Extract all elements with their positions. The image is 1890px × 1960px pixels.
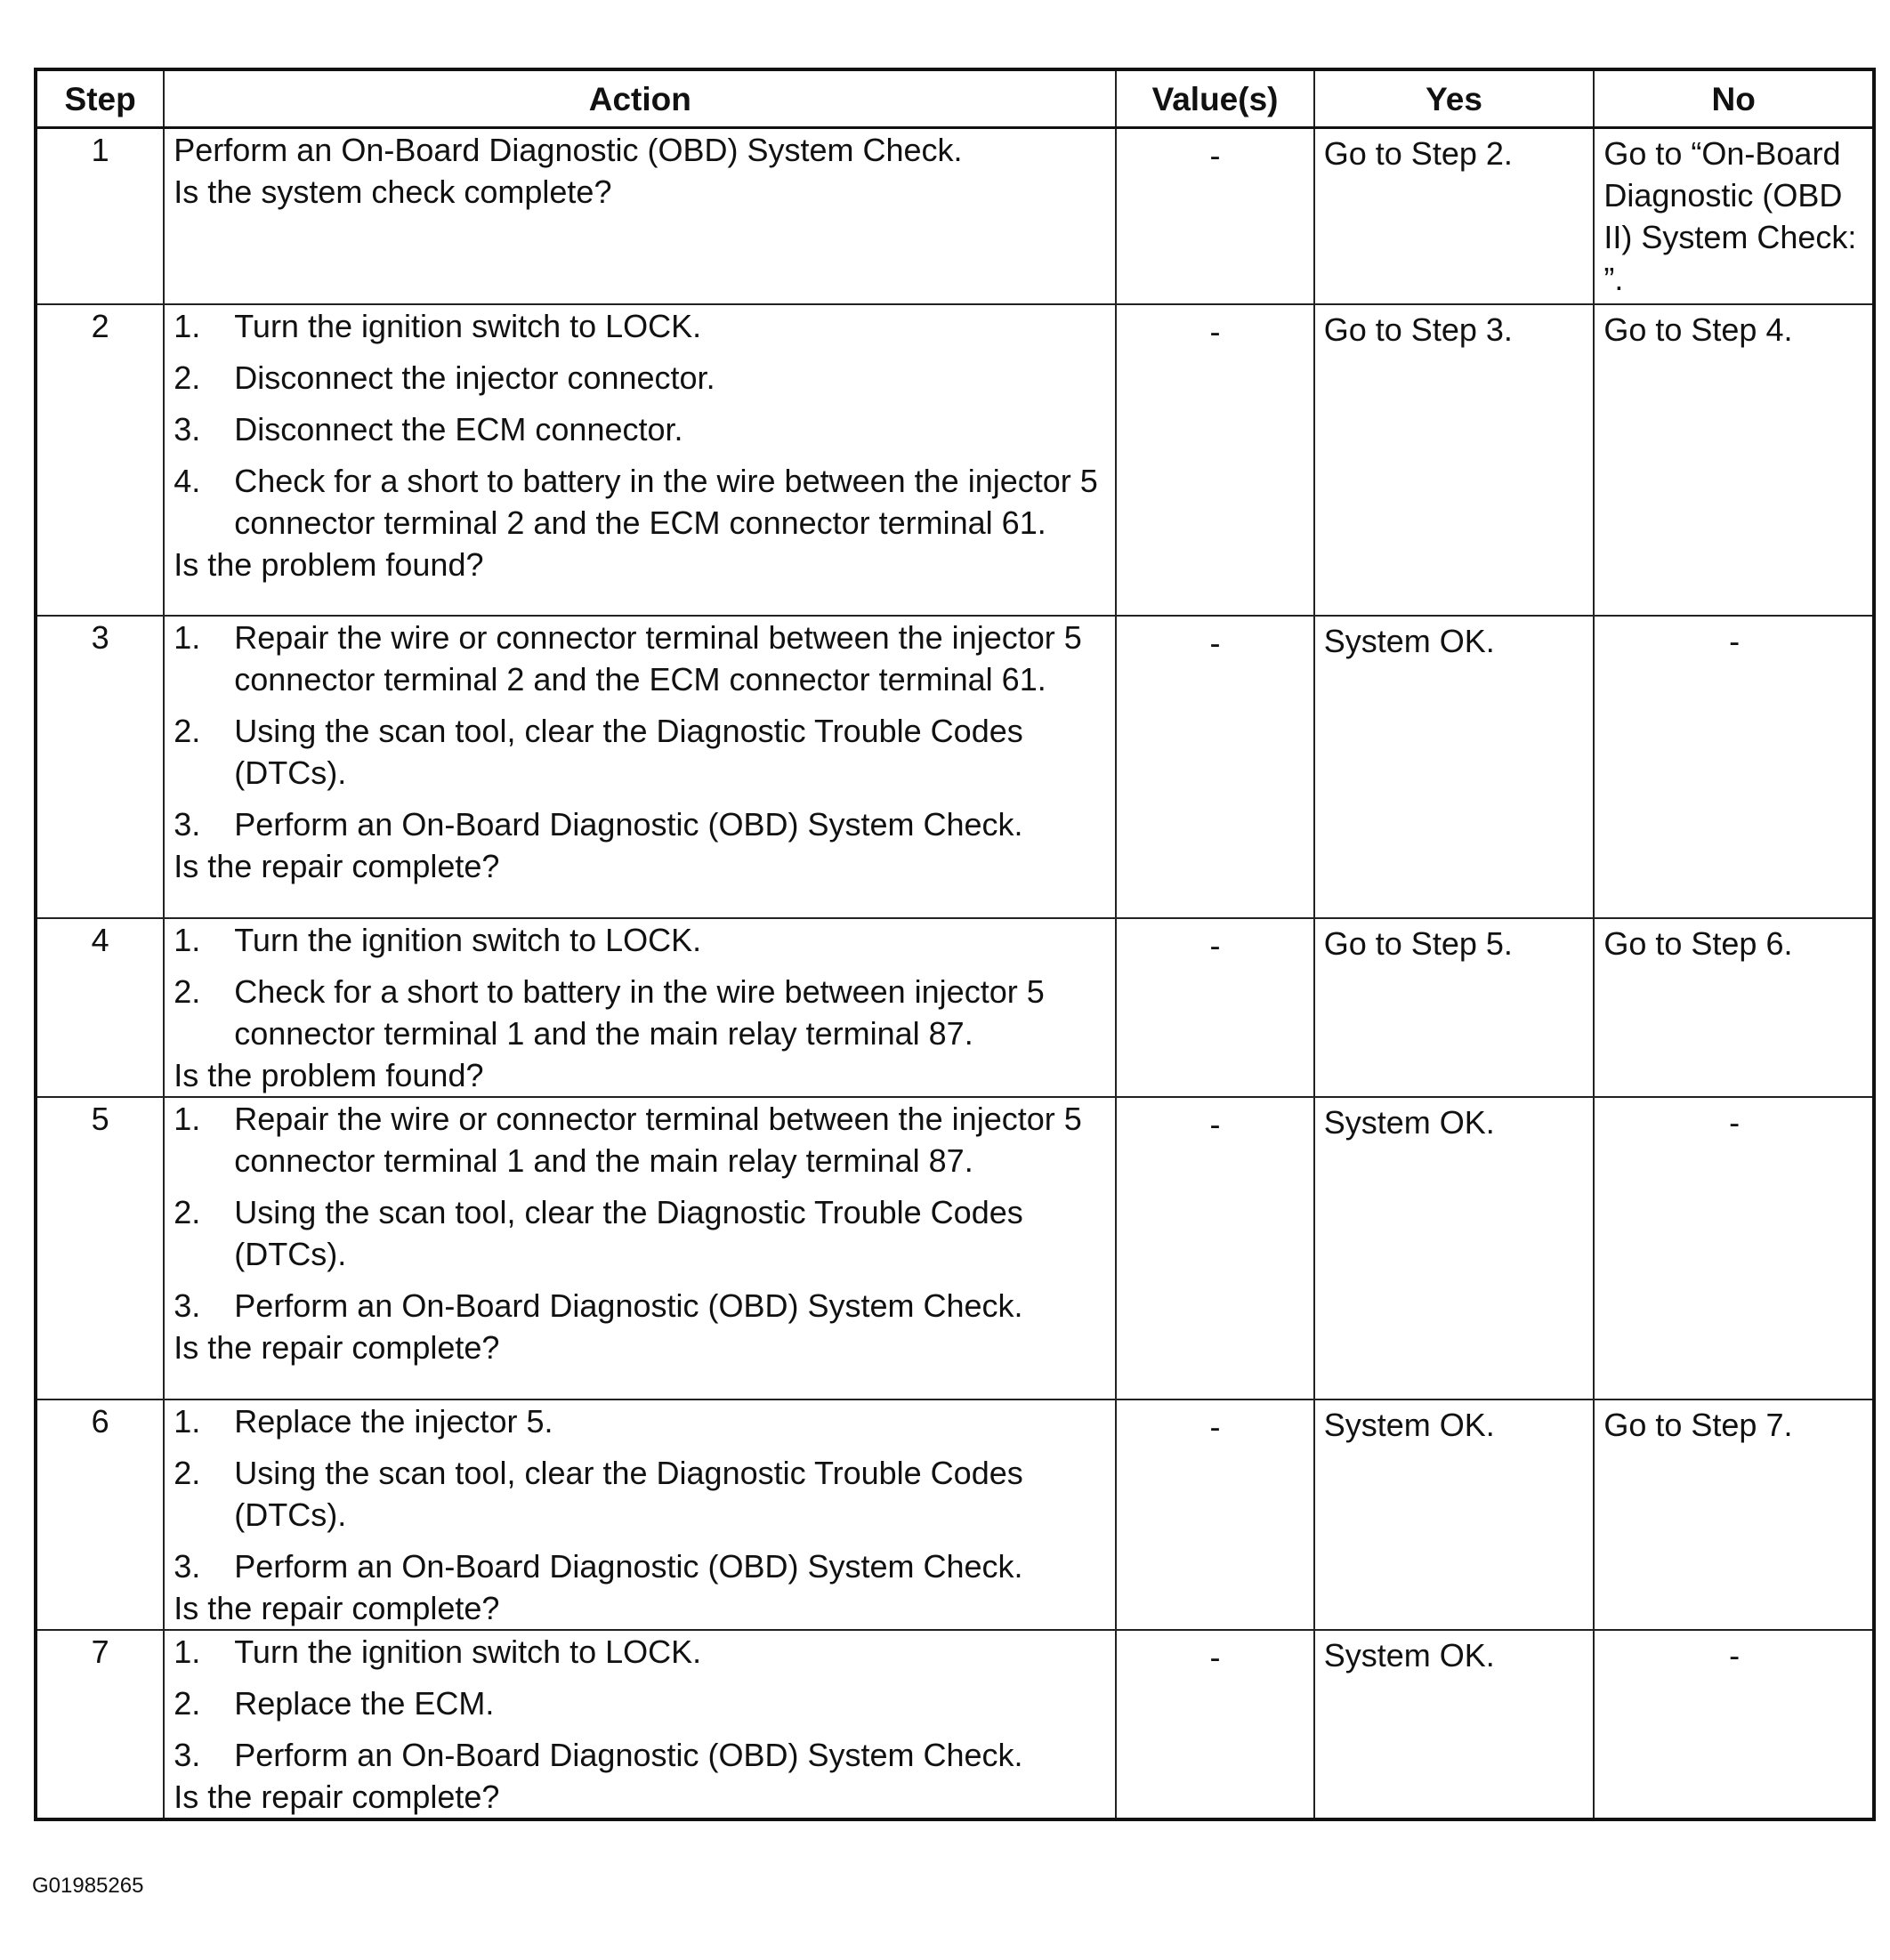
list-item-text: Disconnect the injector connector. — [234, 359, 715, 396]
action-list — [174, 1631, 1106, 1776]
list-item — [174, 1191, 1106, 1275]
list-item-number: 2. — [174, 973, 201, 1010]
list-item — [174, 710, 1106, 794]
table-row — [36, 616, 1874, 918]
list-item — [174, 919, 1106, 961]
action-list — [174, 1400, 1106, 1587]
list-item-number: 2. — [174, 359, 201, 396]
yes-cell: Go to Step 5. — [1314, 918, 1595, 1097]
action-cell — [164, 1097, 1116, 1399]
value-cell: - — [1116, 304, 1313, 616]
header-yes: Yes — [1314, 69, 1595, 128]
value-cell: - — [1116, 1630, 1313, 1819]
header-action: Action — [164, 69, 1116, 128]
header-step: Step — [36, 69, 164, 128]
yes-cell: Go to Step 3. — [1314, 304, 1595, 616]
list-item-number: 2. — [174, 1685, 201, 1722]
table-row — [36, 304, 1874, 616]
action-intro: Perform an On-Board Diagnostic (OBD) System Check. — [174, 132, 963, 168]
list-item-number: 4. — [174, 463, 201, 499]
step-number: 5 — [36, 1097, 164, 1399]
list-item-text: Perform an On-Board Diagnostic (OBD) System Check. — [234, 1737, 1023, 1773]
table-row — [36, 1097, 1874, 1399]
header-values: Value(s) — [1116, 69, 1313, 128]
no-cell: - — [1594, 616, 1874, 918]
list-item-number: 3. — [174, 806, 201, 843]
list-item — [174, 1734, 1106, 1776]
list-item-number: 2. — [174, 713, 201, 749]
list-item-text: Turn the ignition switch to LOCK. — [234, 1633, 702, 1670]
list-item-number: 3. — [174, 1737, 201, 1773]
list-item-number: 3. — [174, 1548, 201, 1585]
list-item-number: 1. — [174, 922, 201, 958]
action-question: Is the problem found? — [174, 1057, 484, 1093]
list-item-text: Using the scan tool, clear the Diagnostic Trouble Codes (DTCs). — [234, 1455, 1023, 1533]
header-no: No — [1594, 69, 1874, 128]
action-list — [174, 617, 1106, 845]
action-question: Is the repair complete? — [174, 848, 500, 884]
yes-cell: System OK. — [1314, 616, 1595, 918]
action-list — [174, 919, 1106, 1054]
list-item-number: 1. — [174, 1101, 201, 1137]
list-item-text: Using the scan tool, clear the Diagnostic Trouble Codes (DTCs). — [234, 713, 1023, 791]
list-item-number: 1. — [174, 1633, 201, 1670]
yes-cell: Go to Step 2. — [1314, 128, 1595, 305]
list-item — [174, 1682, 1106, 1724]
list-item-text: Perform an On-Board Diagnostic (OBD) System Check. — [234, 1287, 1023, 1324]
list-item-text: Repair the wire or connector terminal between the injector 5 connector terminal 2 and the ECM connector terminal 61. — [234, 619, 1082, 698]
value-cell: - — [1116, 918, 1313, 1097]
step-number: 3 — [36, 616, 164, 918]
list-item — [174, 408, 1106, 450]
list-item-text: Turn the ignition switch to LOCK. — [234, 922, 702, 958]
list-item-number: 1. — [174, 1403, 201, 1440]
table-row — [36, 1399, 1874, 1630]
action-cell — [164, 128, 1116, 305]
no-cell: Go to Step 6. — [1594, 918, 1874, 1097]
step-number: 6 — [36, 1399, 164, 1630]
step-number: 1 — [36, 128, 164, 305]
no-cell: Go to “On-Board Diagnostic (OBD II) System Check: ”. — [1594, 128, 1874, 305]
no-cell: Go to Step 7. — [1594, 1399, 1874, 1630]
list-item-number: 1. — [174, 619, 201, 656]
list-item — [174, 617, 1106, 700]
list-item-text: Replace the injector 5. — [234, 1403, 553, 1440]
yes-cell: System OK. — [1314, 1399, 1595, 1630]
action-question: Is the repair complete? — [174, 1329, 500, 1366]
action-cell — [164, 304, 1116, 616]
action-cell — [164, 1399, 1116, 1630]
list-item-number: 2. — [174, 1455, 201, 1491]
list-item — [174, 1452, 1106, 1536]
list-item — [174, 1285, 1106, 1327]
list-item — [174, 1400, 1106, 1442]
step-number: 2 — [36, 304, 164, 616]
value-cell: - — [1116, 616, 1313, 918]
value-cell: - — [1116, 1399, 1313, 1630]
list-item — [174, 305, 1106, 347]
list-item — [174, 1098, 1106, 1182]
list-item-text: Repair the wire or connector terminal between the injector 5 connector terminal 1 and the main relay terminal 87. — [234, 1101, 1082, 1179]
list-item-text: Replace the ECM. — [234, 1685, 495, 1722]
action-question: Is the repair complete? — [174, 1779, 500, 1815]
yes-cell: System OK. — [1314, 1097, 1595, 1399]
action-cell — [164, 616, 1116, 918]
table-body — [36, 128, 1874, 1820]
table-row — [36, 1630, 1874, 1819]
list-item-text: Perform an On-Board Diagnostic (OBD) System Check. — [234, 1548, 1023, 1585]
table-header-row — [36, 69, 1874, 128]
list-item-text: Perform an On-Board Diagnostic (OBD) System Check. — [234, 806, 1023, 843]
action-cell — [164, 1630, 1116, 1819]
diagnostic-table — [34, 68, 1876, 1821]
list-item-number: 1. — [174, 308, 201, 344]
list-item — [174, 460, 1106, 544]
list-item-text: Using the scan tool, clear the Diagnostic Trouble Codes (DTCs). — [234, 1194, 1023, 1272]
step-number: 4 — [36, 918, 164, 1097]
list-item — [174, 971, 1106, 1054]
value-cell: - — [1116, 128, 1313, 305]
action-question: Is the repair complete? — [174, 1590, 500, 1626]
no-cell: - — [1594, 1097, 1874, 1399]
figure-code: G01985265 — [32, 1874, 144, 1898]
list-item-text: Check for a short to battery in the wire between injector 5 connector terminal 1 and the main relay terminal 87. — [234, 973, 1045, 1052]
action-list — [174, 305, 1106, 544]
action-cell — [164, 918, 1116, 1097]
list-item-text: Check for a short to battery in the wire between the injector 5 connector terminal 2 and the ECM connector terminal 61. — [234, 463, 1098, 541]
list-item — [174, 803, 1106, 845]
list-item — [174, 1631, 1106, 1673]
list-item — [174, 357, 1106, 399]
no-cell: Go to Step 4. — [1594, 304, 1874, 616]
list-item-text: Turn the ignition switch to LOCK. — [234, 308, 702, 344]
action-question: Is the system check complete? — [174, 173, 612, 210]
action-list — [174, 1098, 1106, 1327]
list-item — [174, 1545, 1106, 1587]
list-item-number: 3. — [174, 1287, 201, 1324]
value-cell: - — [1116, 1097, 1313, 1399]
list-item-number: 3. — [174, 411, 201, 448]
table-row — [36, 918, 1874, 1097]
no-cell: - — [1594, 1630, 1874, 1819]
step-number: 7 — [36, 1630, 164, 1819]
yes-cell: System OK. — [1314, 1630, 1595, 1819]
list-item-number: 2. — [174, 1194, 201, 1230]
action-question: Is the problem found? — [174, 546, 484, 583]
table-row — [36, 128, 1874, 305]
list-item-text: Disconnect the ECM connector. — [234, 411, 683, 448]
